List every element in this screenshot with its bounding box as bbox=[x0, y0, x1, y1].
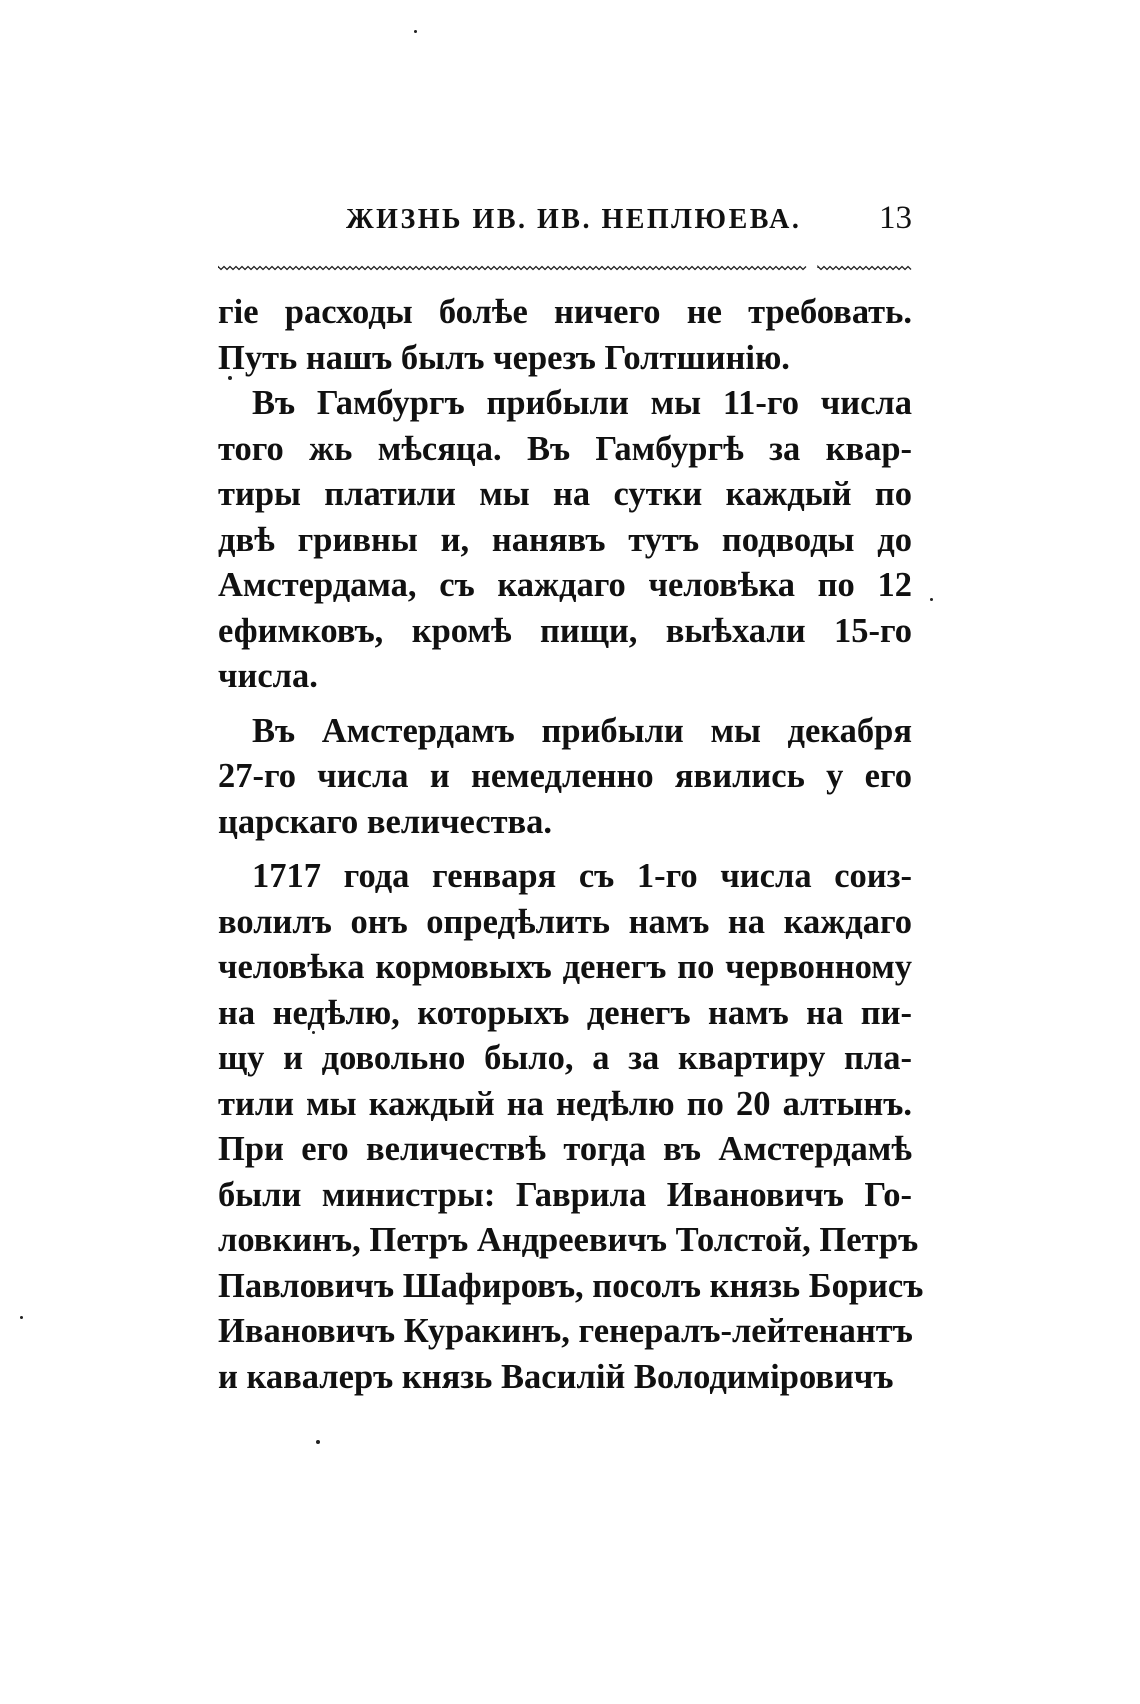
text-line: Путь нашъ былъ черезъ Голтшинію. bbox=[218, 338, 790, 377]
text-line: и кавалеръ князь Василій Володиміровичъ bbox=[218, 1357, 894, 1396]
paragraph bbox=[218, 381, 912, 700]
text-line: тиры платили мы на сутки каждый по bbox=[218, 475, 912, 513]
print-speck bbox=[20, 1316, 23, 1319]
text-line: ловкинъ, Петръ Андреевичъ Толстой, Петръ bbox=[218, 1221, 919, 1259]
paragraph-gap bbox=[218, 845, 912, 854]
print-speck bbox=[316, 1440, 320, 1444]
header-rule bbox=[218, 265, 912, 271]
paragraph bbox=[218, 290, 912, 381]
text-line: Амстердама, съ каждаго человѣка по 12 bbox=[218, 566, 912, 604]
text-line: человѣка кормовыхъ денегъ по червонному bbox=[218, 948, 912, 986]
text-line: царскаго величества. bbox=[218, 802, 553, 841]
body-text bbox=[218, 290, 924, 1400]
text-line: 27-го числа и немедленно явились у его bbox=[218, 757, 912, 795]
text-line: двѣ гривны и, нанявъ тутъ подводы до bbox=[218, 520, 912, 559]
text-line: на недѣлю, которыхъ денегъ намъ на пи- bbox=[218, 993, 912, 1032]
page-header bbox=[218, 196, 912, 246]
text-line: ефимковъ, кромѣ пищи, выѣхали 15-го bbox=[218, 611, 912, 650]
text-line: тили мы каждый на недѣлю по 20 алтынъ. bbox=[218, 1084, 912, 1123]
print-speck bbox=[312, 1031, 315, 1034]
text-line: были министры: Гаврила Ивановичъ Го- bbox=[218, 1175, 912, 1214]
wavy-rule-line bbox=[218, 267, 911, 270]
text-line: гіе расходы болѣе ничего не требовать. bbox=[218, 293, 912, 331]
text-line: щу и довольно было, а за квартиру пла- bbox=[218, 1039, 912, 1077]
text-line: Въ Гамбургъ прибыли мы 11-го числа bbox=[252, 384, 912, 422]
paragraph bbox=[218, 709, 912, 846]
text-line: Въ Амстердамъ прибыли мы декабря bbox=[252, 711, 912, 750]
print-speck bbox=[228, 376, 232, 380]
print-speck bbox=[414, 30, 417, 33]
paragraph bbox=[218, 854, 924, 1400]
print-speck bbox=[930, 598, 933, 601]
text-line: Ивановичъ Куракинъ, генералъ-лейтенантъ bbox=[218, 1312, 913, 1350]
text-line: 1717 года генваря съ 1-го числа соиз- bbox=[252, 857, 912, 895]
running-title: ЖИЗНЬ ИВ. ИВ. НЕПЛЮЕВА. bbox=[346, 204, 802, 235]
page-number: 13 bbox=[879, 200, 912, 236]
paragraph-gap bbox=[218, 700, 912, 709]
text-line: волилъ онъ опредѣлить намъ на каждаго bbox=[218, 902, 912, 941]
text-line: При его величествѣ тогда въ Амстердамѣ bbox=[218, 1130, 912, 1168]
text-line: Павловичъ Шафировъ, посолъ князь Борисъ bbox=[218, 1266, 924, 1305]
text-line: того жь мѣсяца. Въ Гамбургѣ за квар- bbox=[218, 429, 912, 468]
text-line: числа. bbox=[218, 657, 318, 695]
